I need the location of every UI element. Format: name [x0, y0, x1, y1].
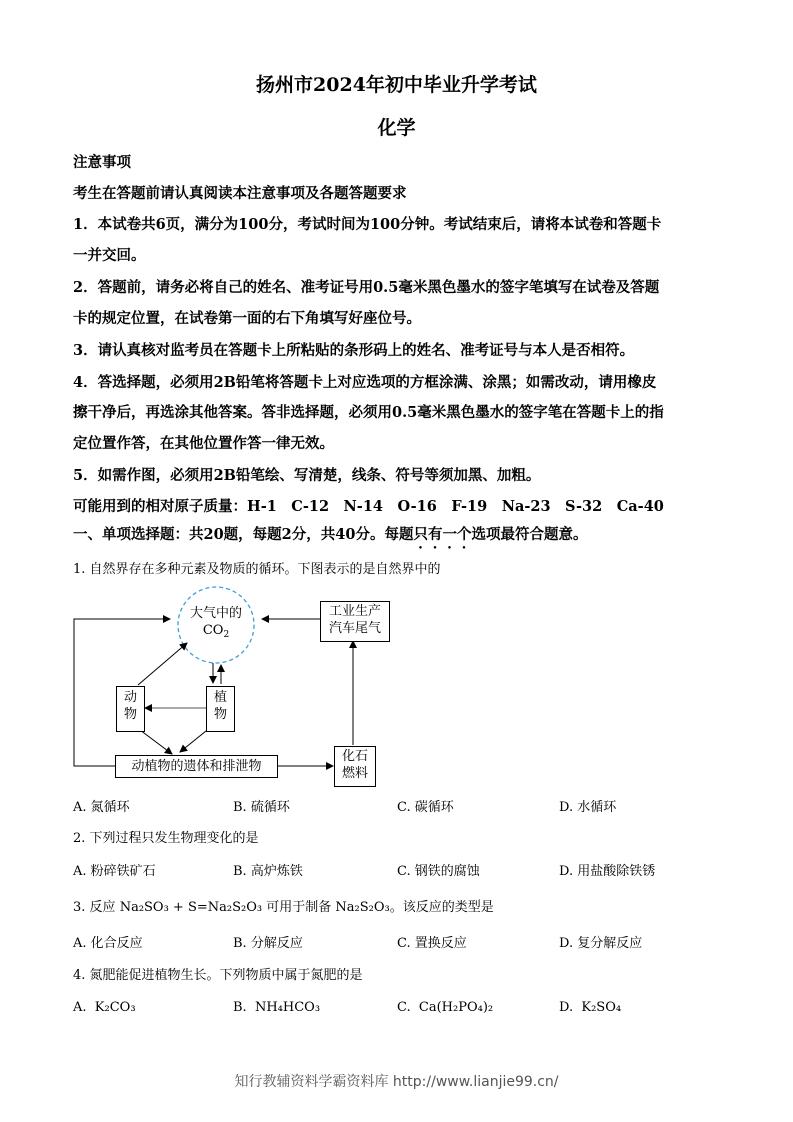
q4-option-d	[559, 1000, 621, 1015]
question-3-stem	[73, 896, 494, 915]
q3-reaction-formula: Na₂SO₃ + S=Na₂S₂O₃	[119, 900, 263, 915]
notice-item-5: 5．如需作图，必须用2B铅笔绘、写清楚，线条、符号等须加黑、加粗。	[73, 467, 541, 484]
notice-item-4-cont2: 定位置作答，在其他位置作答一律无效。	[73, 435, 334, 452]
plant-line1: 植	[213, 690, 227, 705]
co2-label-line1: 大气中的	[189, 606, 242, 621]
q4-option-b-formula: NH₄HCO₃	[254, 1000, 321, 1015]
fossil-line1: 化石	[341, 749, 368, 764]
arrow-plant-to-remains	[180, 731, 206, 752]
plant-line2: 物	[213, 707, 227, 722]
q3-option-b: B. 分解反应	[233, 936, 303, 951]
q3-stem-pre: 3. 反应	[73, 900, 116, 915]
industry-box	[320, 601, 390, 642]
atomic-masses: 可能用到的相对原子质量：H-1 C-12 N-14 O-16 F-19 Na-23 S-32 Ca-40	[73, 498, 664, 515]
notice-item-1-cont: 一并交回。	[73, 247, 146, 264]
section-suffix: 选项最符合题意。	[471, 526, 588, 543]
arrow-animal-to-remains	[140, 730, 172, 754]
co2-text: CO	[202, 623, 224, 638]
q4-option-b-label: B.	[233, 1000, 247, 1015]
animal-box	[116, 686, 145, 732]
animal-line2: 物	[123, 707, 137, 722]
industry-line1: 工业生产	[328, 604, 381, 619]
q3-option-a: A. 化合反应	[73, 936, 143, 951]
q3-product-formula: Na₂S₂O₃	[335, 900, 390, 915]
q4-option-a-formula: K₂CO₃	[94, 1000, 136, 1015]
notice-item-1: 1．本试卷共6页，满分为100分，考试时间为100分钟。考试结束后，请将本试卷和答题卡	[73, 216, 662, 233]
industry-line2: 汽车尾气	[328, 621, 381, 636]
q4-option-c-formula: Ca(H₂PO₄)₂	[418, 1000, 494, 1015]
section-emphasis: 只有一个	[413, 526, 472, 543]
q2-option-c: C. 钢铁的腐蚀	[397, 864, 480, 879]
q1-option-d: D. 水循环	[559, 800, 617, 815]
question-2-stem: 2. 下列过程只发生物理变化的是	[73, 831, 259, 846]
q3-option-c: C. 置换反应	[397, 936, 467, 951]
q4-option-d-formula: K₂SO₄	[581, 1000, 622, 1015]
q2-option-d: D. 用盐酸除铁锈	[559, 864, 656, 879]
q4-option-a-label: A.	[73, 1000, 87, 1015]
q4-option-a	[73, 1000, 136, 1015]
fossil-line2: 燃料	[341, 766, 368, 781]
notice-item-3: 3．请认真核对监考员在答题卡上所粘贴的条形码上的姓名、准考证号与本人是否相符。	[73, 342, 635, 359]
q4-option-c	[397, 1000, 493, 1015]
co2-label-line2	[180, 622, 252, 644]
arrow-animal-to-co2	[138, 643, 187, 685]
q1-option-a: A. 氮循环	[73, 800, 130, 815]
q3-stem-mid: 可用于制备	[266, 900, 332, 915]
q1-option-c: C. 碳循环	[397, 800, 454, 815]
notice-item-2: 2．答题前，请务必将自己的姓名、准考证号用0.5毫米黑色墨水的签字笔填写在试卷及答题	[73, 279, 660, 296]
notice-intro: 考生在答题前请认真阅读本注意事项及各题答题要求	[73, 185, 407, 202]
subject-title: 化学	[377, 117, 416, 139]
q3-option-d: D. 复分解反应	[559, 936, 643, 951]
footer-watermark: 知行教辅资料学霸资料库 http://www.lianjie99.cn/	[234, 1074, 559, 1090]
q4-option-b	[233, 1000, 320, 1015]
exam-title: 扬州市2024年初中毕业升学考试	[256, 74, 537, 96]
q1-option-b: B. 硫循环	[233, 800, 290, 815]
notice-item-2-cont: 卡的规定位置，在试卷第一面的右下角填写好座位号。	[73, 310, 421, 327]
fossil-box	[334, 746, 376, 787]
animal-line1: 动	[123, 690, 137, 705]
remains-box: 动植物的遗体和排泄物	[115, 755, 278, 778]
section-prefix: 一、单项选择题：共20题，每题2分，共40分。每题	[73, 526, 414, 543]
q4-option-d-label: D.	[559, 1000, 574, 1015]
co2-subscript: 2	[223, 630, 230, 640]
plant-box	[206, 686, 235, 732]
co2-label	[180, 605, 252, 644]
q2-option-b: B. 高炉炼铁	[233, 864, 303, 879]
question-4-stem: 4. 氮肥能促进植物生长。下列物质中属于氮肥的是	[73, 968, 363, 983]
q4-option-c-label: C.	[397, 1000, 411, 1015]
question-1-stem: 1. 自然界存在多种元素及物质的循环。下图表示的是自然界中的	[73, 562, 441, 577]
notice-item-4-cont: 擦干净后，再选涂其他答案。答非选择题，必须用0.5毫米黑色墨水的签字笔在答题卡上的指	[73, 404, 664, 421]
notice-item-4: 4．答选择题，必须用2B铅笔将答题卡上对应选项的方框涂满、涂黑；如需改动，请用橡皮	[73, 374, 657, 391]
q2-option-a: A. 粉碎铁矿石	[73, 864, 156, 879]
q3-stem-post: 。该反应的类型是	[389, 900, 494, 915]
notice-heading: 注意事项	[73, 154, 131, 171]
